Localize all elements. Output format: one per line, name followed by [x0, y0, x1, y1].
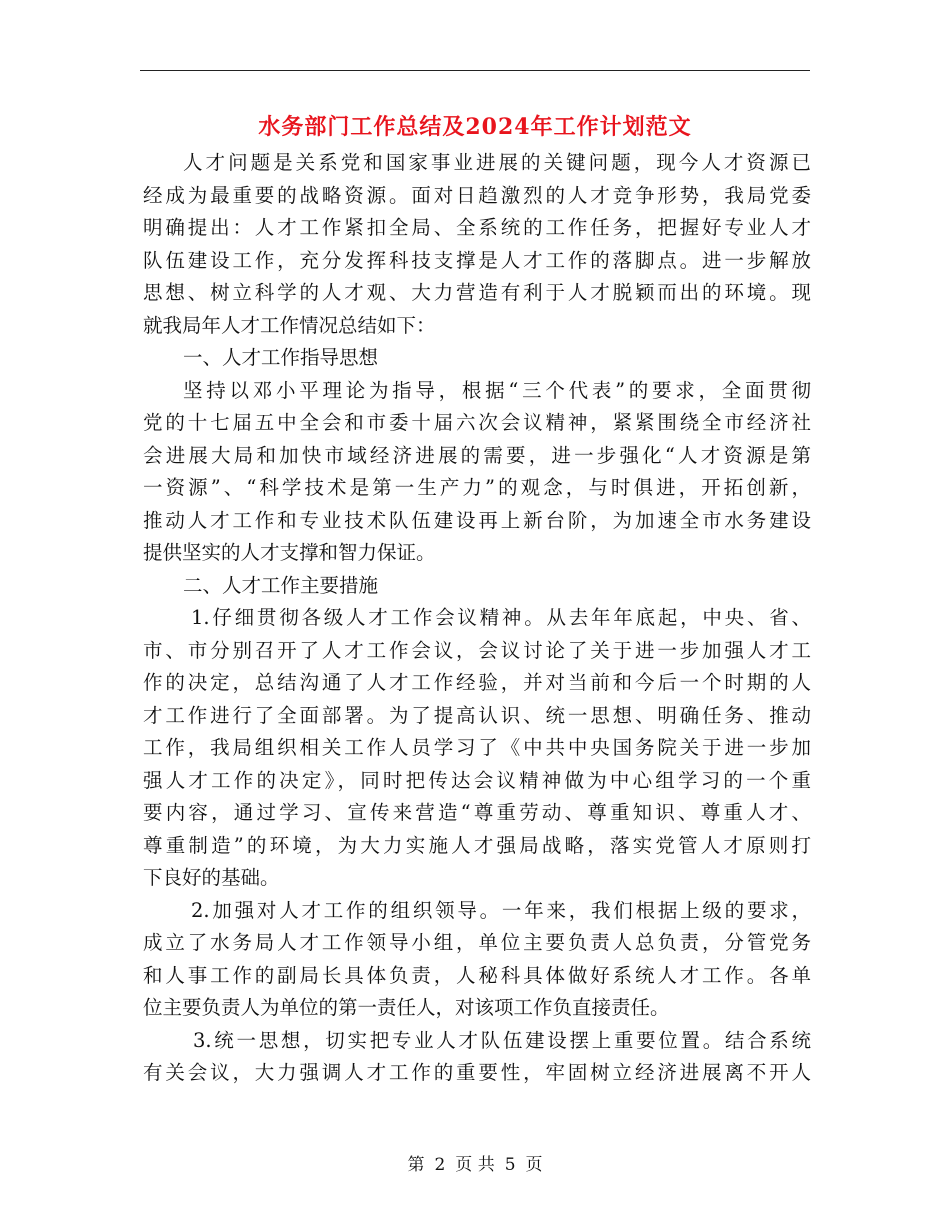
body-line: 尊重制造”的环境，为大力实施人才强局战略，落实党管人才原则打 — [143, 833, 811, 857]
current-page-number: 2 — [434, 1155, 446, 1175]
body-line: 下良好的基础。 — [143, 866, 280, 889]
body-line: 坚持以邓小平理论为指导，根据“三个代表”的要求，全面贯彻 — [183, 378, 811, 402]
footer-suffix: 页 — [525, 1155, 543, 1175]
document-title: 水务部门工作总结及2024年工作计划范文 — [258, 114, 692, 140]
body-line: 明确提出：人才工作紧扣全局、全系统的工作任务，把握好专业人才 — [143, 216, 811, 239]
body-line: 就我局年人才工作情况总结如下： — [143, 313, 436, 337]
body-line: 二、人才工作主要措施 — [183, 573, 379, 597]
body-line: 作的决定，总结沟通了人才工作经验，并对当前和今后一个时期的人 — [143, 671, 811, 694]
body-line: 提供坚实的人才支撑和智力保证。 — [143, 541, 436, 564]
body-line: 要内容，通过学习、宣传来营造“尊重劳动、尊重知识、尊重人才、 — [143, 801, 811, 824]
body-line: 位主要负责人为单位的第一责任人，对该项工作负直接责任。 — [143, 996, 670, 1019]
body-line: 思想、树立科学的人才观、大力营造有利于人才脱颖而出的环境。现 — [143, 281, 811, 304]
body-line: 党的十七届五中全会和市委十届六次会议精神，紧紧围绕全市经济社 — [143, 411, 811, 434]
body-line: 有关会议，大力强调人才工作的重要性，牢固树立经济进展离不开人 — [143, 1061, 811, 1084]
body-line: 一、人才工作指导思想 — [183, 346, 379, 369]
total-page-count: 5 — [504, 1155, 516, 1175]
body-line: 人才问题是关系党和国家事业进展的关键问题，现今人才资源已 — [183, 151, 811, 174]
footer-middle: 页 共 — [455, 1155, 495, 1175]
body-line: 才工作进行了全面部署。为了提高认识、统一思想、明确任务、推动 — [143, 703, 811, 727]
body-line: 3.统一思想，切实把专业人才队伍建设摆上重要位置。结合系统 — [193, 1028, 811, 1052]
body-line: 2.加强对人才工作的组织领导。一年来，我们根据上级的要求， — [191, 898, 811, 922]
body-line: 工作，我局组织相关工作人员学习了《中共中央国务院关于进一步加 — [143, 736, 811, 759]
body-line: 一资源”、“科学技术是第一生产力”的观念，与时俱进，开拓创新， — [143, 476, 811, 499]
body-line: 1.仔细贯彻各级人才工作会议精神。从去年年底起，中央、省、 — [191, 606, 811, 629]
body-line: 市、市分别召开了人才工作会议，会议讨论了关于进一步加强人才工 — [143, 638, 811, 662]
footer-prefix: 第 — [407, 1155, 425, 1175]
body-line: 成立了水务局人才工作领导小组，单位主要负责人总负责，分管党务 — [143, 931, 811, 954]
body-line: 会进展大局和加快市域经济进展的需要，进一步强化“人才资源是第 — [143, 443, 811, 467]
body-line: 推动人才工作和专业技术队伍建设再上新台阶，为加速全市水务建设 — [143, 508, 811, 532]
page-footer — [0, 1152, 950, 1178]
header-rule — [140, 70, 810, 71]
body-line: 经成为最重要的战略资源。面对日趋激烈的人才竞争形势，我局党委 — [143, 183, 811, 207]
body-line: 强人才工作的决定》，同时把传达会议精神做为中心组学习的一个重 — [143, 768, 811, 792]
body-line: 队伍建设工作，充分发挥科技支撑是人才工作的落脚点。进一步解放 — [143, 248, 811, 272]
document-body — [143, 147, 811, 1090]
body-line: 和人事工作的副局长具体负责，人秘科具体做好系统人才工作。各单 — [143, 963, 811, 987]
